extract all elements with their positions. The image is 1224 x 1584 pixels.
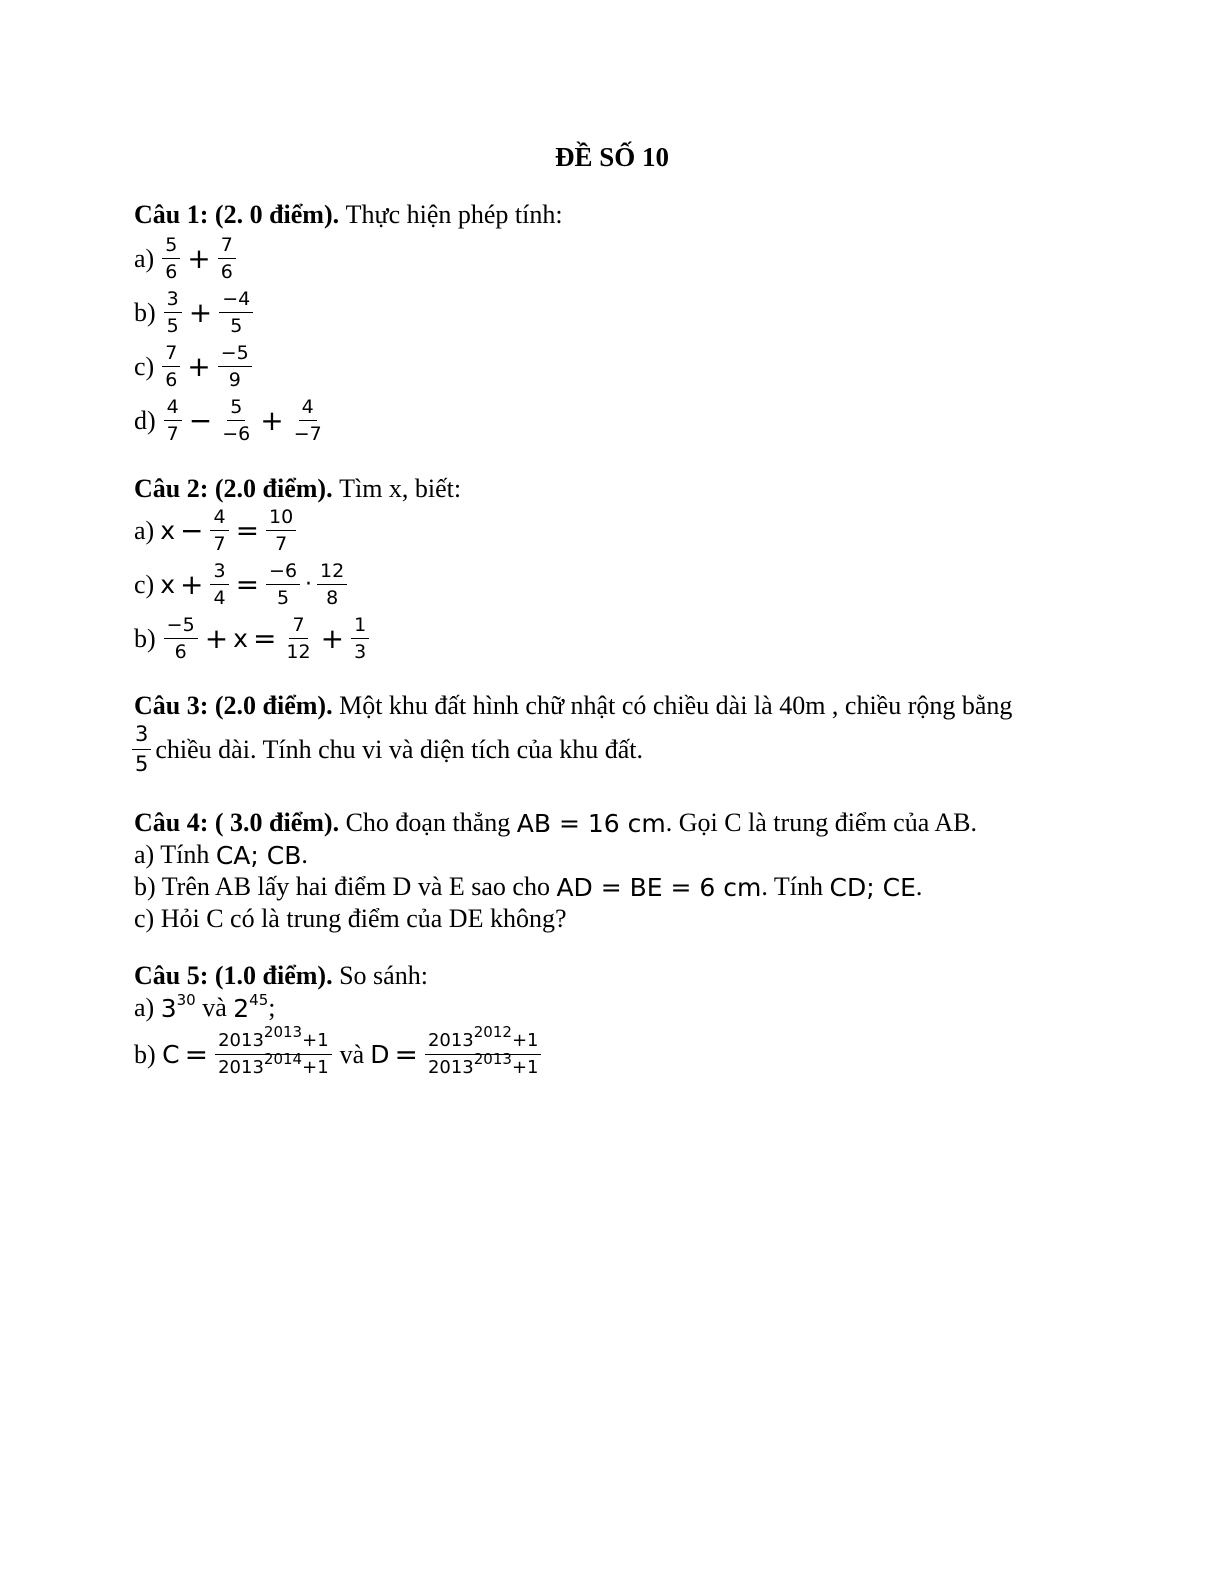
fraction: $\frac{3}{5}$ [164,287,182,338]
q2-c: c) x + $\frac{3}{4}$ = $\frac{-6}{5}$ · $\frac{12}{8}$ [134,559,349,610]
fraction: $\frac{2013^{2013}+1}{2013^{2014}+1}$ [215,1029,332,1080]
q5-text: So sánh: [339,961,428,990]
q5-label: Câu 5: (1.0 điểm). [134,961,333,990]
q2-heading [134,474,461,504]
q5-b: b) C = $\frac{2013^{2013}+1}{2013^{2014}+1}$ và D = $\frac{2013^{2012}+1}{2013^{2013}+1}$ [134,1029,543,1080]
fraction: $\frac{3}{5}$ [132,721,151,778]
q2-a: a) x − $\frac{4}{7}$ = $\frac{10}{7}$ [134,505,298,556]
fraction: $\frac{2013^{2012}+1}{2013^{2013}+1}$ [425,1029,542,1080]
q5-a: a) $3^{30}$ và $2^{45}$ ; [134,991,276,1023]
q3-text1: Một khu đất hình chữ nhật có chiều dài là 40m , chiều rộng bằng [339,691,1013,720]
fraction: $\frac{12}{8}$ [317,559,347,610]
fraction: $\frac{5}{-6}$ [222,396,251,445]
q2-label: Câu 2: (2.0 điểm). [134,474,333,503]
q4-heading: Câu 4: ( 3.0 điểm). Cho đoạn thẳng AB = 16 cm . Gọi C là trung điểm của AB. [134,808,977,838]
q3-label: Câu 3: (2.0 điểm). [134,691,333,720]
q3-text2: chiều dài. Tính chu vi và diện tích của khu đất. [155,734,643,764]
fraction: $\frac{4}{7}$ [164,395,182,446]
exam-title: ĐỀ SỐ 10 [554,142,670,172]
fraction: $\frac{-5}{6}$ [164,613,198,664]
q5-heading [134,961,428,991]
q1-b: b) $\frac{3}{5}$ + $\frac{-4}{5}$ [134,287,255,338]
q1-score: (2. 0 điểm). [214,200,340,229]
fraction: $\frac{3}{4}$ [210,559,228,610]
fraction: $\frac{7}{6}$ [162,341,180,392]
q2-b: b) $\frac{-5}{6}$ + x = $\frac{7}{12}$ + $\frac{1}{3}$ [134,613,371,664]
q4-c: c) Hỏi C có là trung điểm của DE không? [134,904,567,933]
fraction: $\frac{7}{12}$ [286,614,311,663]
fraction: $\frac{10}{7}$ [266,505,296,556]
q1-c: c) $\frac{7}{6}$ + $\frac{-5}{9}$ [134,341,254,392]
q4-b: b) Trên AB lấy hai điểm D và E sao cho AD = BE = 6 cm . Tính CD; CE . [134,872,923,902]
q1-text: Thực hiện phép tính: [345,200,563,229]
fraction: $\frac{-4}{5}$ [219,287,253,338]
fraction: $\frac{4}{-7}$ [293,396,322,445]
q3-line2 [134,721,643,778]
fraction: $\frac{4}{7}$ [210,505,228,556]
q1-heading [134,200,563,230]
q4-label: Câu 4: ( 3.0 điểm). [134,808,340,837]
fraction: $\frac{7}{6}$ [218,233,236,284]
fraction: $\frac{1}{3}$ [351,613,369,664]
q3-heading [134,691,1012,721]
q1-d: d) $\frac{4}{7}$ − $\frac{5}{-6}$ + $\frac{4}{-7}$ [134,395,327,446]
q2-text: Tìm x, biết: [339,474,462,503]
fraction: $\frac{-5}{9}$ [218,341,252,392]
fraction: $\frac{5}{6}$ [162,233,180,284]
q4-a: a) Tính CA; CB . [134,840,308,870]
q1-a: a) $\frac{5}{6}$ + $\frac{7}{6}$ [134,233,238,284]
fraction: $\frac{-6}{5}$ [266,559,300,610]
q1-label: Câu 1: [134,200,209,229]
